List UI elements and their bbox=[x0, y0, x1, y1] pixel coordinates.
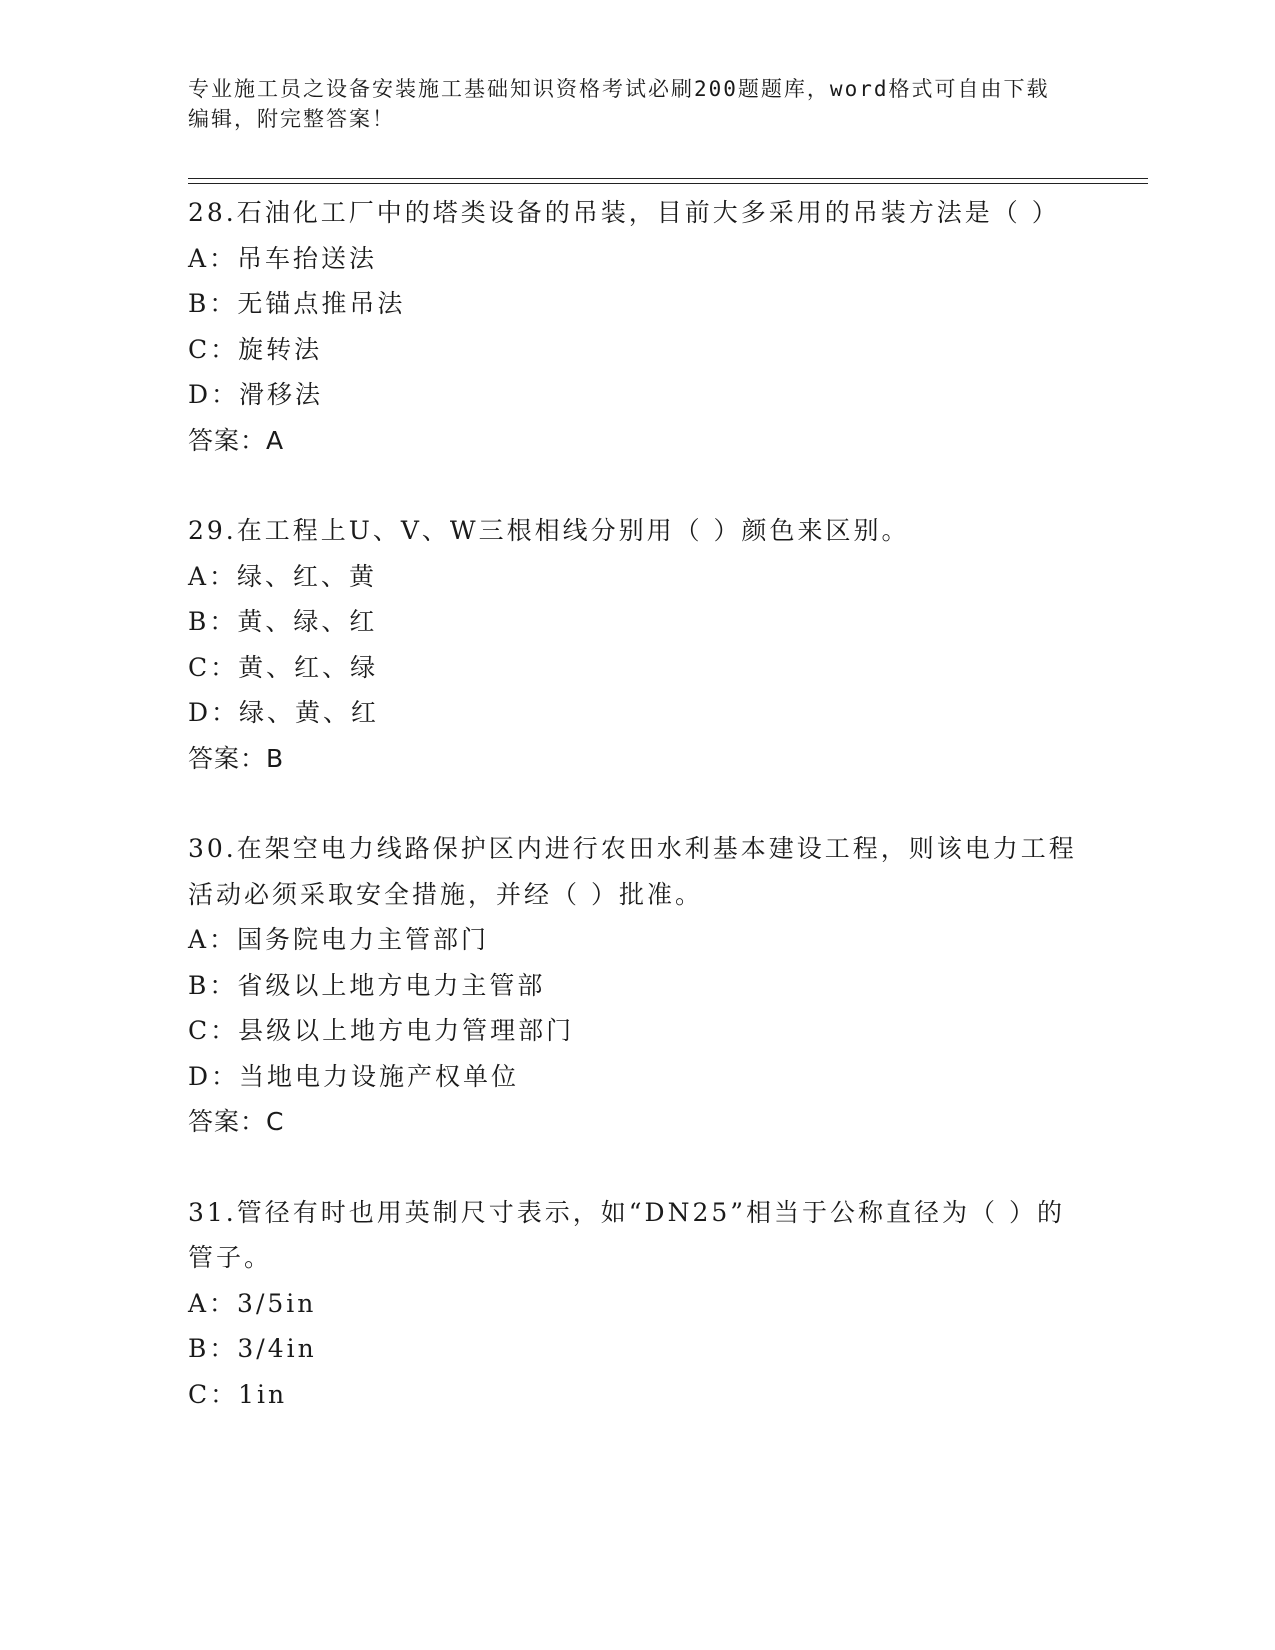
option-b: B：3/4in bbox=[188, 1334, 317, 1363]
document-header: 专业施工员之设备安装施工基础知识资格考试必刷200题题库，word格式可自由下载编辑，附完整答案！ bbox=[188, 77, 1050, 131]
option-a: A：吊车抬送法 bbox=[188, 243, 378, 273]
option-a: A：3/5in bbox=[188, 1288, 317, 1318]
question-stem: 31.管径有时也用英制尺寸表示，如“DN25”相当于公称直径为（ ）的管子。 bbox=[188, 1197, 1065, 1272]
option-c: C：1in bbox=[188, 1379, 288, 1409]
question-28 bbox=[188, 190, 1088, 463]
question-stem: 29.在工程上U、V、W三根相线分别用（ ）颜色来区别。 bbox=[188, 516, 910, 545]
option-b: B：省级以上地方电力主管部 bbox=[188, 970, 546, 1000]
option-a: A：绿、红、黄 bbox=[188, 561, 378, 591]
question-30 bbox=[188, 826, 1088, 1145]
header-divider-bottom bbox=[188, 183, 1148, 184]
answer-line: 答案：A bbox=[188, 425, 285, 455]
option-d: D：当地电力设施产权单位 bbox=[188, 1061, 520, 1091]
question-29 bbox=[188, 508, 1088, 781]
header-divider-top bbox=[188, 178, 1148, 179]
option-c: C：县级以上地方电力管理部门 bbox=[188, 1016, 575, 1045]
question-list bbox=[188, 190, 1088, 1417]
answer-line: 答案：B bbox=[188, 743, 285, 773]
option-d: D：绿、黄、红 bbox=[188, 698, 380, 727]
question-stem: 28.石油化工厂中的塔类设备的吊装，目前大多采用的吊装方法是（ ） bbox=[188, 198, 1060, 227]
option-c: C：黄、红、绿 bbox=[188, 652, 379, 682]
question-31 bbox=[188, 1190, 1088, 1418]
option-c: C：旋转法 bbox=[188, 334, 323, 364]
option-b: B：无锚点推吊法 bbox=[188, 289, 406, 318]
question-stem: 30.在架空电力线路保护区内进行农田水利基本建设工程，则该电力工程活动必须采取安全措施，并经（ ）批准。 bbox=[188, 834, 1077, 909]
option-b: B：黄、绿、红 bbox=[188, 607, 378, 636]
answer-line: 答案：C bbox=[188, 1107, 285, 1136]
option-a: A：国务院电力主管部门 bbox=[188, 925, 490, 954]
option-d: D：滑移法 bbox=[188, 380, 324, 409]
